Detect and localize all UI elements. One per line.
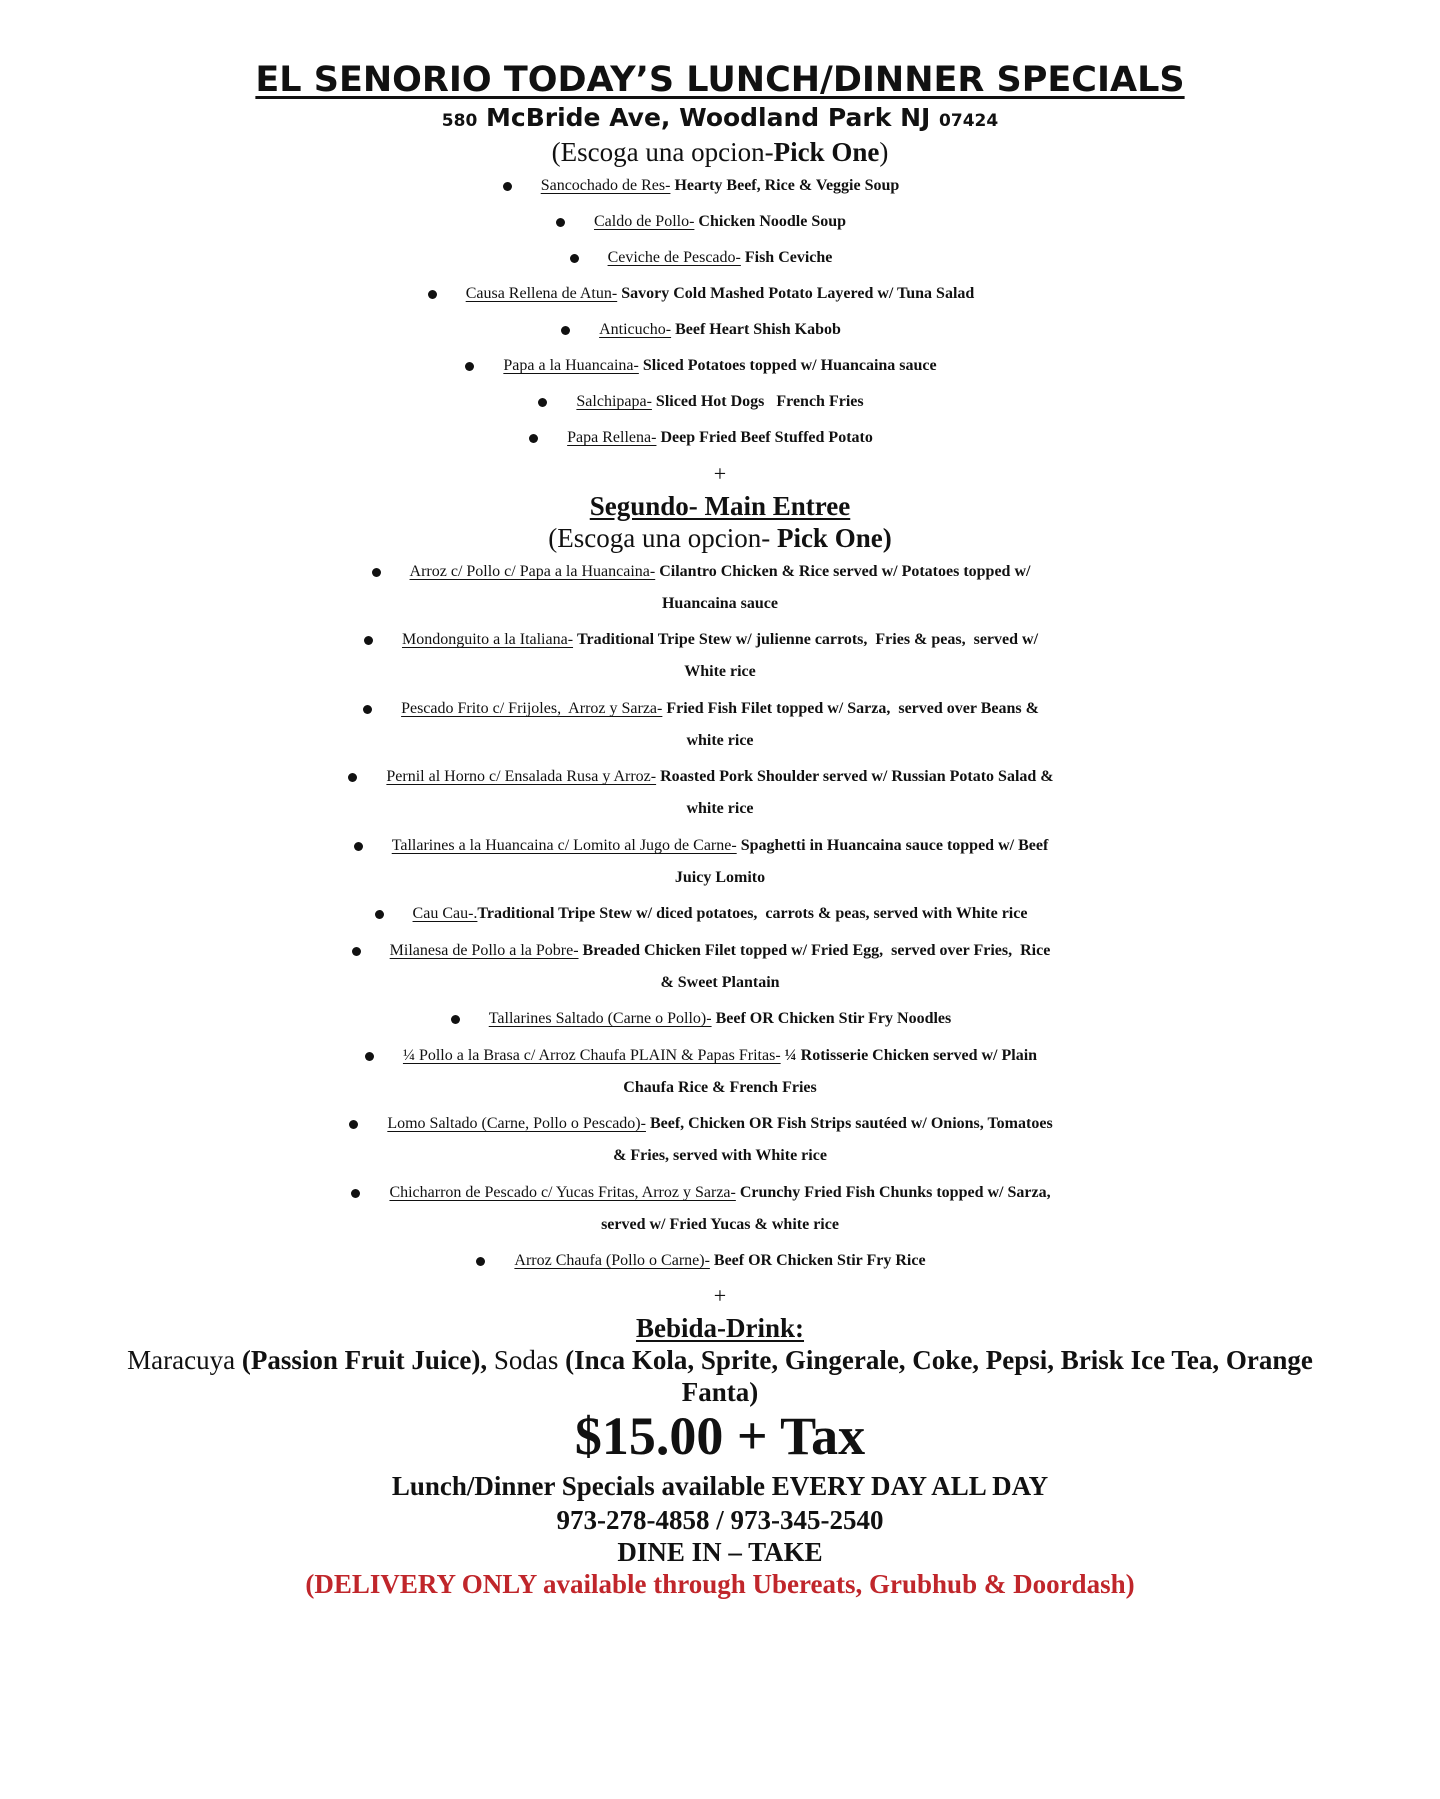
list-item: Lomo Saltado (Carne, Pollo o Pescado)- Beef, Chicken OR Fish Strips sautéed w/ Onions, Tomatoes & Fries, served with White rice — [0, 1108, 1440, 1172]
plus-separator-2: + — [713, 1283, 727, 1308]
list-item: Ceviche de Pescado- Fish Ceviche — [0, 242, 1440, 274]
restaurant-address — [0, 103, 1440, 132]
list-item: Mondonguito a la Italiana- Traditional Tripe Stew w/ julienne carrots, Fries & peas, served w/ White rice — [0, 624, 1440, 688]
dine-in-take-text: DINE IN – TAKE — [617, 1537, 823, 1567]
list-item: Chicharron de Pescado c/ Yucas Fritas, Arroz y Sarza- Crunchy Fried Fish Chunks topped w/ Sarza, served w/ Fried Yucas & white rice — [0, 1177, 1440, 1241]
main-course-pick-one: (Escoga una opcion- Pick One) — [548, 523, 892, 553]
list-item: Anticucho- Beef Heart Shish Kabob — [0, 314, 1440, 346]
bullet-icon — [556, 218, 565, 227]
bullet-icon — [375, 910, 384, 919]
drinks-heading: Bebida-Drink: — [635, 1313, 805, 1343]
menu-title — [0, 60, 1440, 100]
availability-text: Lunch/Dinner Specials available EVERY DAY ALL DAY — [391, 1471, 1049, 1501]
drinks-list: Maracuya (Passion Fruit Juice), Sodas (Inca Kola, Sprite, Gingerale, Coke, Pepsi, Brisk Ice Tea, Orange Fanta) — [127, 1345, 1313, 1407]
list-item: Papa a la Huancaina- Sliced Potatoes topped w/ Huancaina sauce — [0, 350, 1440, 382]
bullet-icon — [354, 842, 363, 851]
bullet-icon — [363, 705, 372, 714]
bullet-icon — [538, 398, 547, 407]
address-number: 580 — [441, 111, 478, 131]
bullet-icon — [351, 1189, 360, 1198]
list-item: Causa Rellena de Atun- Savory Cold Mashed Potato Layered w/ Tuna Salad — [0, 278, 1440, 310]
address-street-city: McBride Ave, Woodland Park NJ — [486, 103, 931, 132]
first-course-pick-one: (Escoga una opcion-Pick One) — [551, 137, 889, 167]
list-item: Papa Rellena- Deep Fried Beef Stuffed Potato — [0, 422, 1440, 454]
list-item: Pescado Frito c/ Frijoles, Arroz y Sarza- Fried Fish Filet topped w/ Sarza, served over Beans & white rice — [0, 693, 1440, 757]
bullet-icon — [561, 326, 570, 335]
phone-numbers: 973-278-4858 / 973-345-2540 — [556, 1505, 884, 1535]
list-item: Arroz c/ Pollo c/ Papa a la Huancaina- Cilantro Chicken & Rice served w/ Potatoes topped w/ Huancaina sauce — [0, 556, 1440, 620]
list-item: Tallarines Saltado (Carne o Pollo)- Beef OR Chicken Stir Fry Noodles — [0, 1003, 1440, 1035]
bullet-icon — [503, 182, 512, 191]
list-item: Milanesa de Pollo a la Pobre- Breaded Chicken Filet topped w/ Fried Egg, served over Fries, Rice & Sweet Plantain — [0, 935, 1440, 999]
address-zip: 07424 — [939, 111, 999, 131]
bullet-icon — [451, 1015, 460, 1024]
bullet-icon — [349, 1120, 358, 1129]
list-item: Arroz Chaufa (Pollo o Carne)- Beef OR Chicken Stir Fry Rice — [0, 1245, 1440, 1277]
menu-title-text: EL SENORIO TODAY’S LUNCH/DINNER SPECIALS — [255, 60, 1185, 100]
bullet-icon — [348, 773, 357, 782]
bullet-icon — [365, 1052, 374, 1061]
list-item: Pernil al Horno c/ Ensalada Rusa y Arroz- Roasted Pork Shoulder served w/ Russian Potato Salad & white rice — [0, 761, 1440, 825]
bullet-icon — [428, 290, 437, 299]
list-item: Sancochado de Res- Hearty Beef, Rice & Veggie Soup — [0, 170, 1440, 202]
bullet-icon — [570, 254, 579, 263]
bullet-icon — [372, 568, 381, 577]
bullet-icon — [352, 947, 361, 956]
list-item: Cau Cau-.Traditional Tripe Stew w/ diced potatoes, carrots & peas, served with White rice — [0, 898, 1440, 930]
list-item: Tallarines a la Huancaina c/ Lomito al Jugo de Carne- Spaghetti in Huancaina sauce topped w/ Beef Juicy Lomito — [0, 830, 1440, 894]
bullet-icon — [364, 636, 373, 645]
list-item: ¼ Pollo a la Brasa c/ Arroz Chaufa PLAIN & Papas Fritas- ¼ Rotisserie Chicken served w/ Plain Chaufa Rice & French Fries — [0, 1040, 1440, 1104]
bullet-icon — [465, 362, 474, 371]
main-course-heading: Segundo- Main Entree — [589, 491, 851, 521]
bullet-icon — [529, 434, 538, 443]
list-item: Caldo de Pollo- Chicken Noodle Soup — [0, 206, 1440, 238]
bullet-icon — [476, 1257, 485, 1266]
price: $15.00 + Tax — [574, 1406, 866, 1466]
delivery-note: (DELIVERY ONLY available through Ubereats, Grubhub & Doordash) — [305, 1569, 1135, 1599]
list-item: Salchipapa- Sliced Hot Dogs French Fries — [0, 386, 1440, 418]
plus-separator: + — [713, 461, 727, 486]
